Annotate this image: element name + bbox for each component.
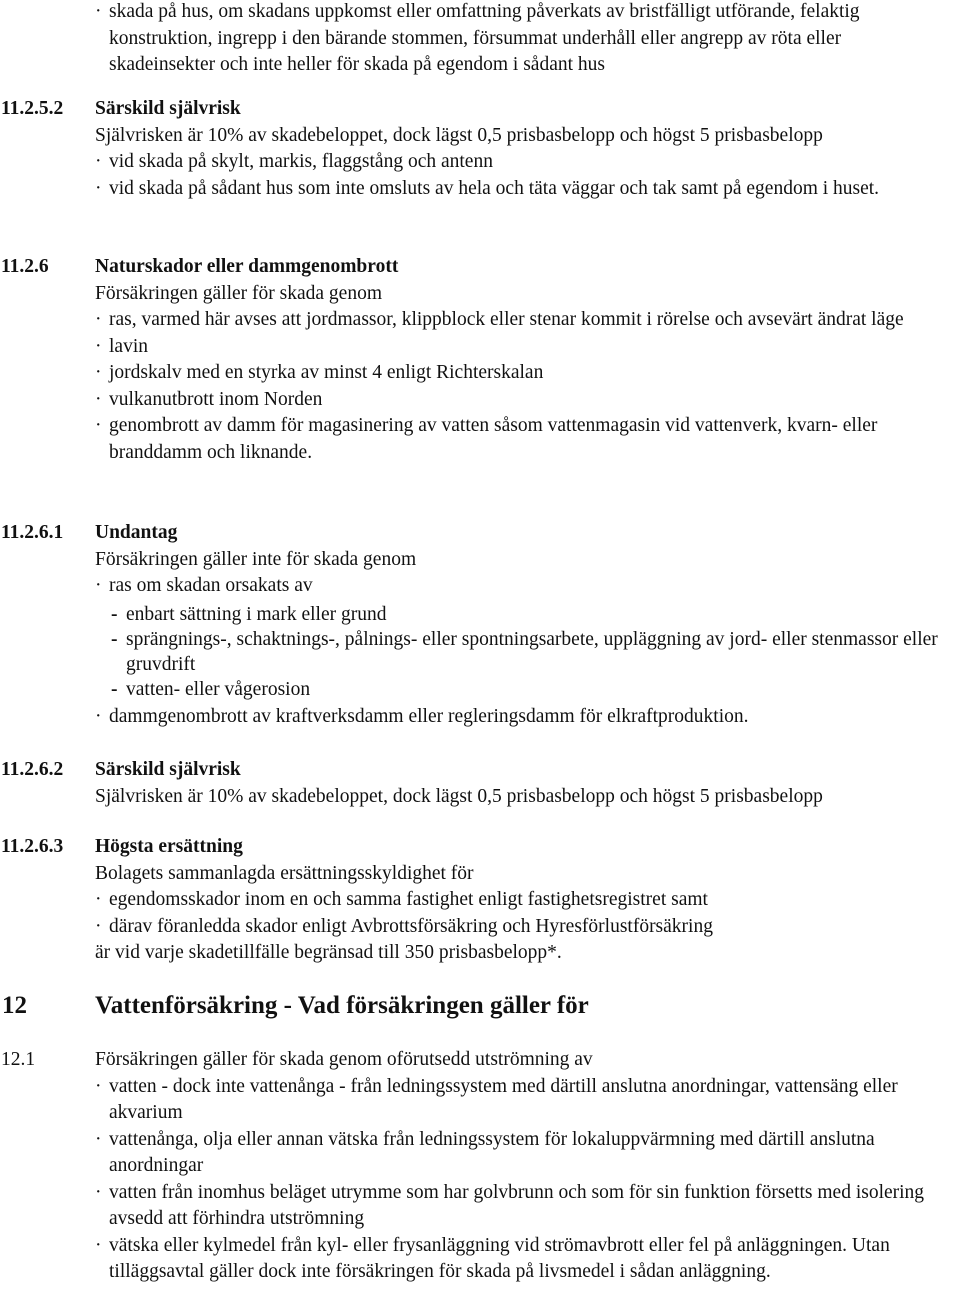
section-number: 11.2.6.2 [1, 759, 64, 780]
dash-marker: - [111, 603, 118, 625]
list-item: · dammgenombrott av kraftverksdamm eller regleringsdamm för elkraftproduktion. [0, 704, 960, 731]
section-continuation [0, 0, 960, 79]
list-item: · genombrott av damm för magasinering av vatten såsom vattenmagasin vid vattenverk, kvarn- eller branddamm och liknande. [0, 413, 960, 466]
list-item: · jordskalv med en styrka av minst 4 enligt Richterskalan [0, 360, 960, 387]
sub-list-item [0, 628, 960, 677]
list-item: · lavin [0, 334, 960, 361]
section-closing: är vid varje skadetillfälle begränsad till 350 prisbasbelopp*. [95, 942, 562, 963]
section-text: Försäkringen gäller inte för skada genom [95, 548, 417, 570]
section-text: Självrisken är 10% av skadebeloppet, dock lägst 0,5 prisbasbelopp och högst 5 prisbasbelopp [95, 785, 823, 807]
section-title: Undantag [95, 522, 178, 543]
list-item: · därav föranledda skador enligt Avbrottsförsäkring och Hyresförlustförsäkring [0, 914, 960, 941]
list-item: · vatten från inomhus beläget utrymme som har golvbrunn och som för sin funktion försetts med isolering avsedd att förhindra utströmning [0, 1180, 960, 1233]
list-item: · vid skada på skylt, markis, flaggstång och antenn [0, 149, 960, 176]
section-text: Försäkringen gäller för skada genom [95, 282, 382, 304]
section-number: 11.2.6.1 [1, 522, 64, 543]
sub-list-item [0, 677, 960, 704]
sub-list-text: vatten- eller vågerosion [126, 679, 311, 700]
list-item: · ras om skadan orsakats av [0, 573, 960, 600]
section-title: Högsta ersättning [95, 836, 243, 857]
list-item: · vatten - dock inte vattenånga - från ledningssystem med därtill anslutna anordningar, vattensäng eller akvarium [0, 1074, 960, 1127]
list-item: · egendomsskador inom en och samma fastighet enligt fastighetsregistret samt [0, 887, 960, 914]
dash-marker: - [111, 679, 118, 700]
list-item: · vätska eller kylmedel från kyl- eller frysanläggning vid strömavbrott eller fel på anläggningen. Utan tilläggsavtal gäller dock inte försäkringen för skada på livsmedel i sådan anläggning. [0, 1233, 960, 1286]
sub-list-text: sprängnings-, schaktnings-, pålnings- eller spontningsarbete, uppläggning av jord- eller stenmassor eller gruvdrift [126, 629, 938, 675]
section-11-2-6 [0, 254, 960, 466]
section-11-2-6-1 [0, 520, 960, 730]
section-text: Självrisken är 10% av skadebeloppet, dock lägst 0,5 prisbasbelopp och högst 5 prisbasbelopp [95, 124, 823, 146]
sub-list-item [0, 602, 960, 629]
section-text: Bolagets sammanlagda ersättningsskyldighet för [95, 862, 474, 884]
list-item: · vid skada på sådant hus som inte omsluts av hela och täta väggar och tak samt på egendom i huset. [0, 176, 960, 203]
list-item: · vulkanutbrott inom Norden [0, 387, 960, 414]
section-11-2-6-3 [0, 834, 960, 967]
chapter-12-heading [0, 990, 960, 1022]
section-number: 11.2.6 [1, 256, 49, 277]
chapter-number: 12 [2, 992, 27, 1019]
section-text: Försäkringen gäller för skada genom oförutsedd utströmning av [95, 1049, 593, 1070]
section-number: 11.2.6.3 [1, 836, 64, 857]
section-12-1 [0, 1047, 960, 1286]
list-item: · skada på hus, om skadans uppkomst eller omfattning påverkats av bristfälligt utförande, felaktig konstruktion, ingrepp i den bärande stommen, försummat underhåll eller angrepp av röta eller skadeinsekter och inte heller för skada på egendom i sådant hus [0, 0, 960, 79]
section-title: Naturskador eller dammgenombrott [95, 256, 399, 277]
section-11-2-6-2 [0, 757, 960, 810]
sub-list-text: enbart sättning i mark eller grund [126, 603, 387, 625]
section-title: Särskild självrisk [95, 759, 241, 780]
list-item: · ras, varmed här avses att jordmassor, klippblock eller stenar kommit i rörelse och avsevärt ändrat läge [0, 307, 960, 334]
dash-marker: - [111, 629, 118, 650]
section-title: Särskild självrisk [95, 98, 241, 119]
section-number: 11.2.5.2 [1, 98, 64, 119]
chapter-title: Vattenförsäkring - Vad försäkringen gäller för [95, 992, 589, 1019]
section-11-2-5-2 [0, 96, 960, 202]
section-number: 12.1 [1, 1049, 36, 1070]
list-item: · vattenånga, olja eller annan vätska från ledningssystem för lokaluppvärmning med därtill anslutna anordningar [0, 1127, 960, 1180]
